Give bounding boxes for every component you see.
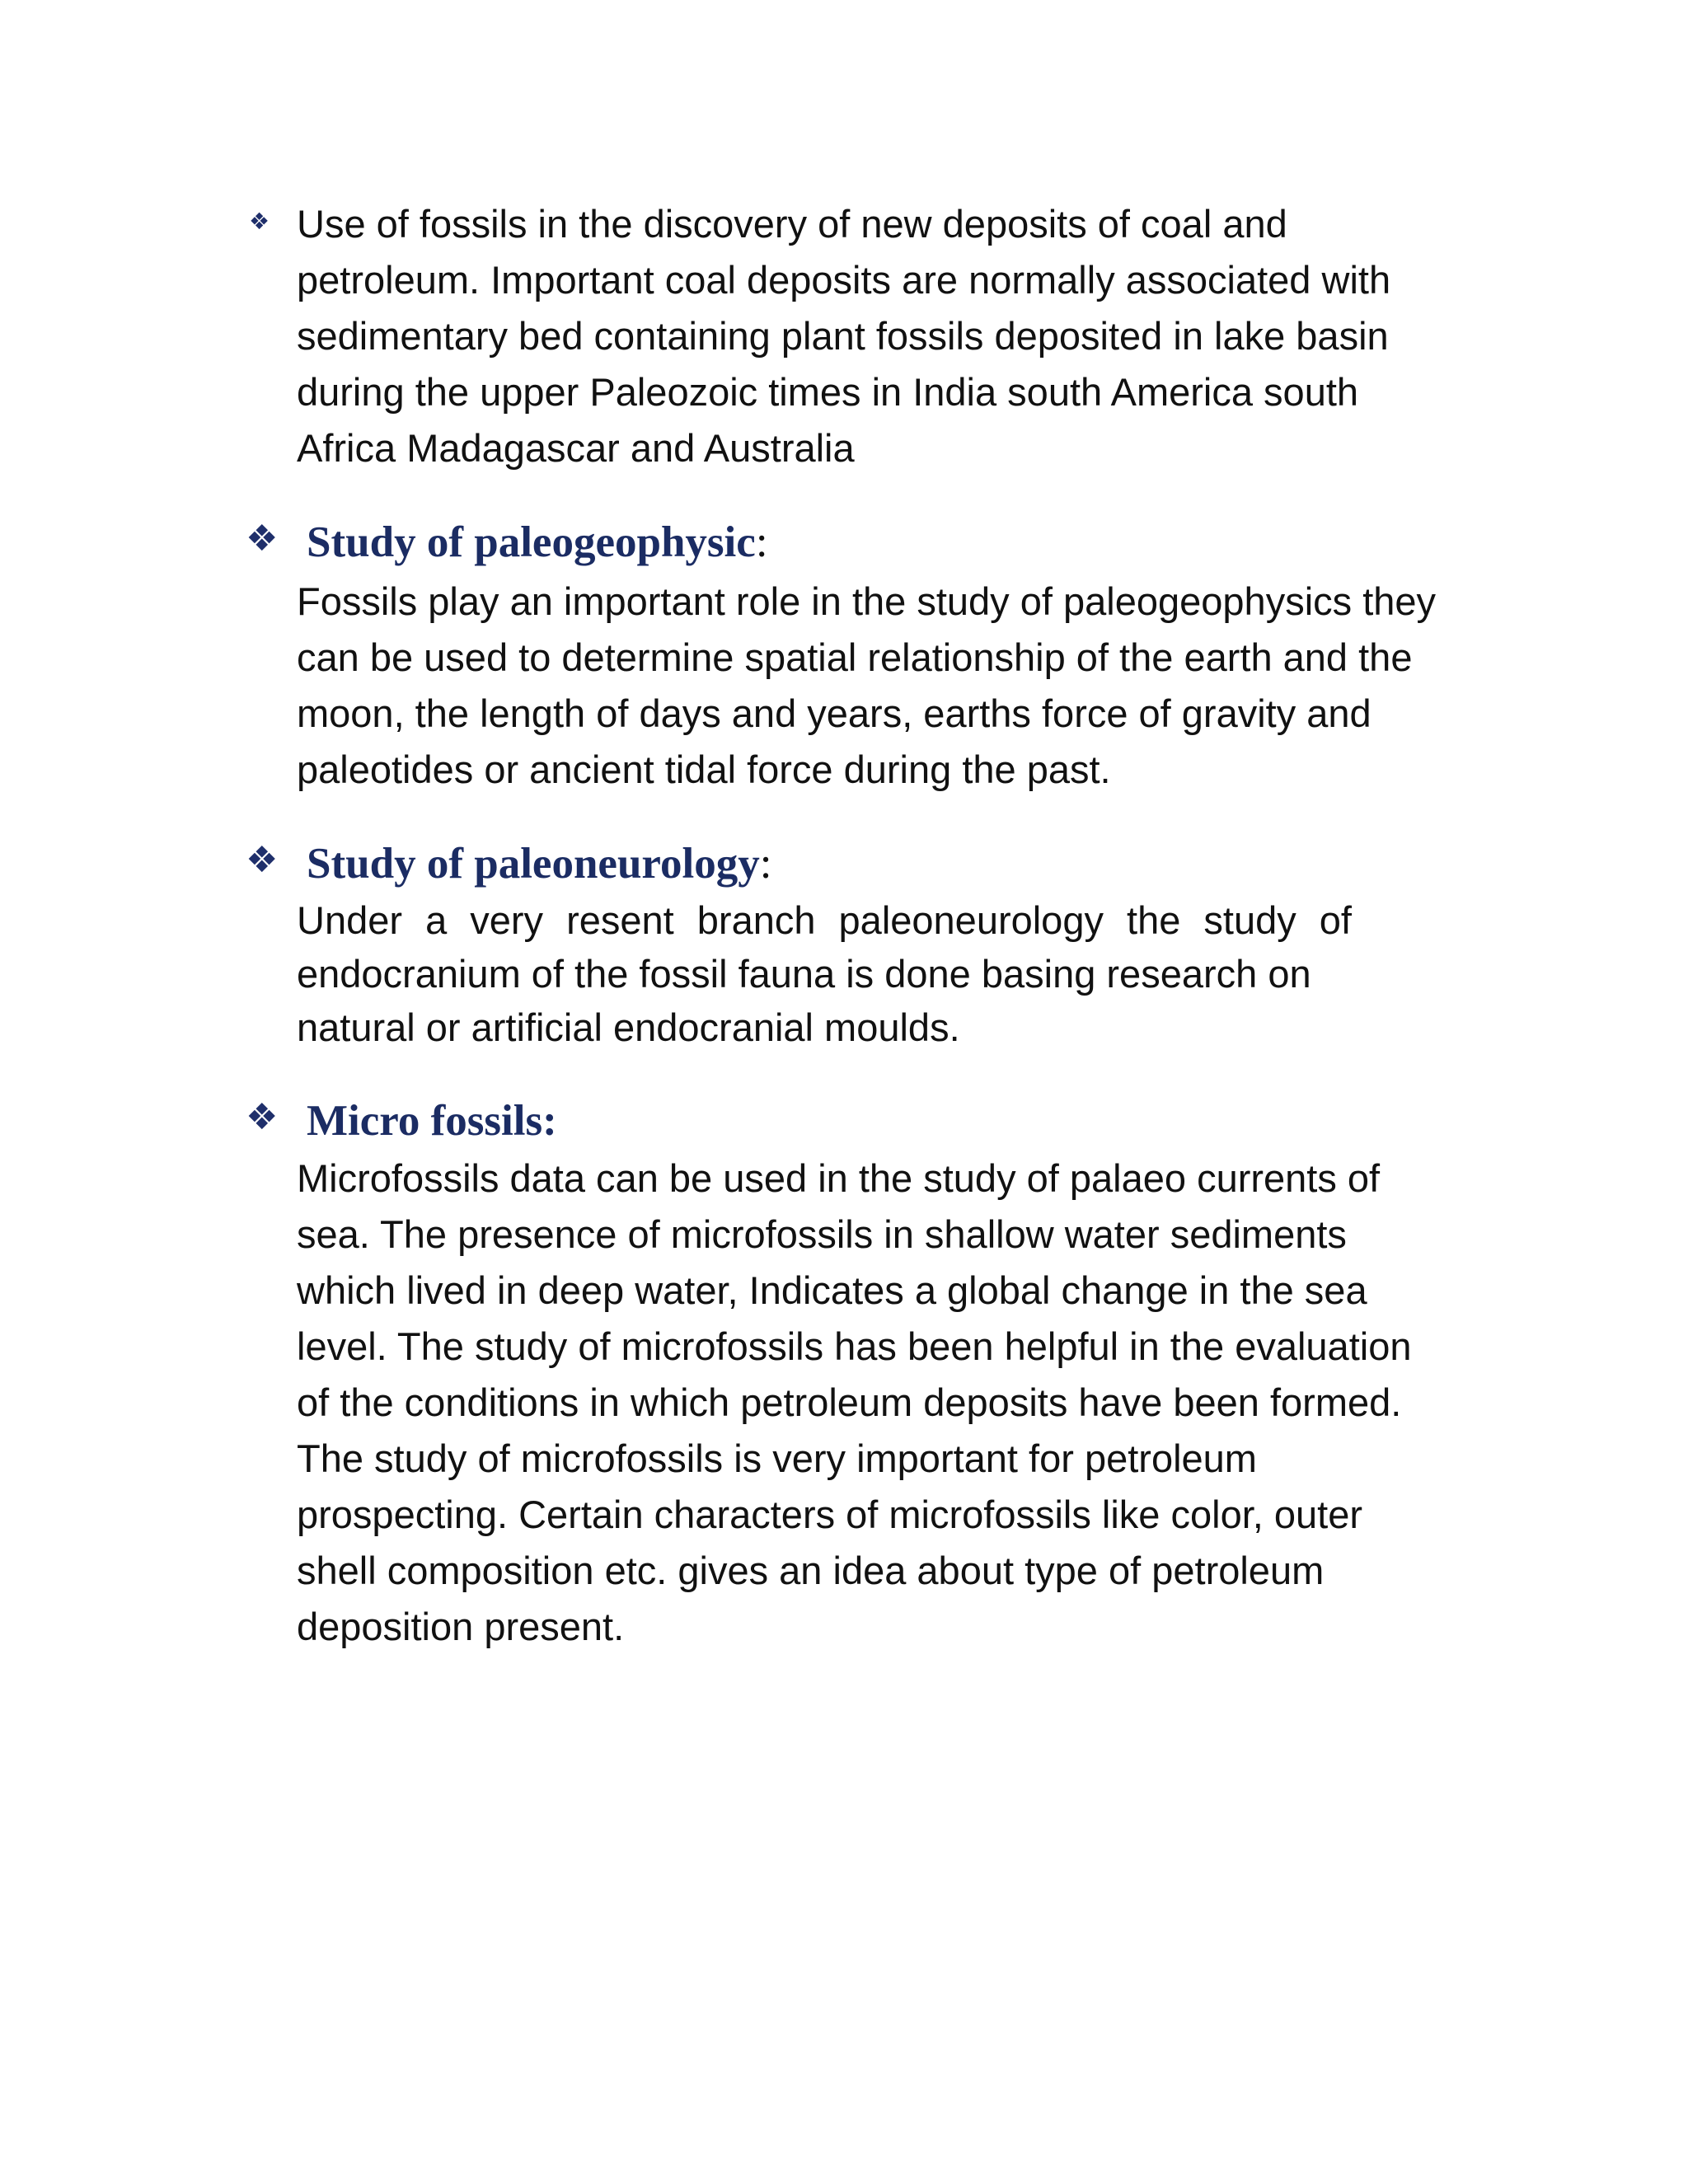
text-line: The study of microfossils is very important for petroleum	[297, 1436, 1257, 1480]
text-line: sedimentary bed containing plant fossils deposited in lake basin	[297, 314, 1389, 358]
heading-text: Study of paleoneurology	[307, 840, 760, 888]
text-line: level. The study of microfossils has been helpful in the evaluation	[297, 1324, 1412, 1368]
text-line: Use of fossils in the discovery of new deposits of coal and	[297, 202, 1287, 246]
section-heading-micro-fossils	[307, 1099, 557, 1143]
text-line: endocranium of the fossil fauna is done basing research on	[297, 952, 1311, 996]
text-line: deposition present.	[297, 1605, 625, 1648]
text-line: natural or artificial endocranial moulds.	[297, 1005, 960, 1049]
section-heading-paleogeophysic	[307, 518, 768, 566]
text-line: Fossils play an important role in the study of paleogeophysics they	[297, 579, 1437, 623]
heading-colon: :	[759, 840, 772, 888]
text-line: Microfossils data can be used in the study of palaeo currents of	[297, 1156, 1381, 1200]
text-line: of the conditions in which petroleum deposits have been formed.	[297, 1380, 1402, 1424]
text-line: can be used to determine spatial relationship of the earth and the	[297, 635, 1413, 679]
diamond-bullet-icon: ❖	[249, 209, 270, 234]
heading-colon: :	[755, 518, 768, 566]
heading-text: Micro fossils:	[307, 1097, 557, 1145]
paragraph-paleoneurology	[297, 893, 1352, 1054]
text-line: during the upper Paleozoic times in India south America south	[297, 370, 1359, 414]
text-line: Africa Madagascar and Australia	[297, 426, 855, 470]
section-heading-paleoneurology	[307, 842, 771, 886]
text-line: sea. The presence of microfossils in shallow water sediments	[297, 1212, 1347, 1256]
paragraph-paleogeophysic	[297, 574, 1492, 798]
text-line: petroleum. Important coal deposits are normally associated with	[297, 258, 1391, 302]
heading-text: Study of paleogeophysic	[307, 518, 756, 566]
diamond-bullet-icon: ❖	[246, 840, 279, 880]
text-line: shell composition etc. gives an idea about type of petroleum	[297, 1549, 1325, 1592]
diamond-bullet-icon: ❖	[246, 1097, 279, 1137]
paragraph-micro-fossils	[297, 1151, 1492, 1655]
text-line: which lived in deep water, Indicates a global change in the sea	[297, 1268, 1367, 1312]
text-line: paleotides or ancient tidal force during the past.	[297, 748, 1111, 791]
text-line: Under a very resent branch paleoneurology the study of	[297, 898, 1352, 942]
diamond-bullet-icon: ❖	[246, 518, 279, 559]
text-line: prospecting. Certain characters of microfossils like color, outer	[297, 1493, 1363, 1536]
text-line: moon, the length of days and years, earths force of gravity and	[297, 691, 1372, 735]
paragraph-coal-petroleum	[297, 196, 1492, 476]
